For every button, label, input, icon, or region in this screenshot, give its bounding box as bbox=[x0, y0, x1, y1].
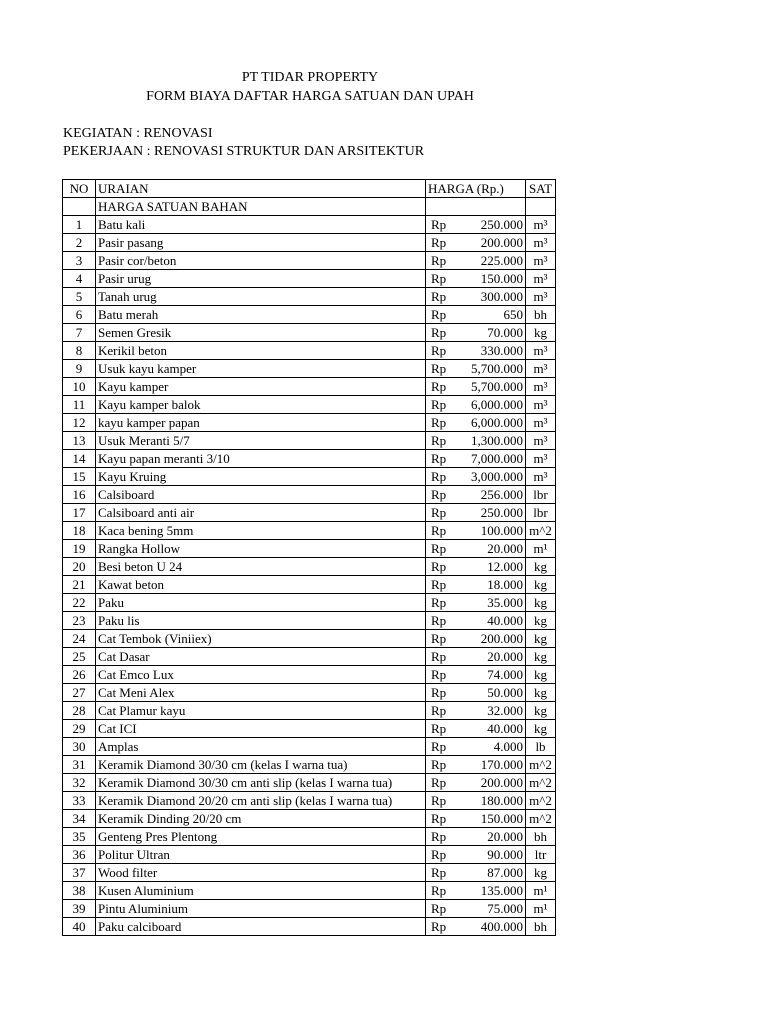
price-amount: 3,000.000 bbox=[471, 469, 523, 484]
table-row bbox=[63, 828, 556, 846]
table-row bbox=[63, 288, 556, 306]
table-row bbox=[63, 738, 556, 756]
row-no: 2 bbox=[63, 234, 96, 252]
row-harga bbox=[426, 396, 526, 414]
row-harga bbox=[426, 270, 526, 288]
row-harga bbox=[426, 324, 526, 342]
row-harga bbox=[426, 576, 526, 594]
table-row bbox=[63, 486, 556, 504]
row-uraian: Cat Dasar bbox=[96, 648, 426, 666]
table-row bbox=[63, 774, 556, 792]
price-amount: 74.000 bbox=[487, 667, 523, 682]
price-amount: 170.000 bbox=[480, 757, 523, 772]
table-row bbox=[63, 216, 556, 234]
price-amount: 35.000 bbox=[487, 595, 523, 610]
row-no: 36 bbox=[63, 846, 96, 864]
currency-label: Rp bbox=[431, 253, 447, 268]
row-harga bbox=[426, 468, 526, 486]
currency-label: Rp bbox=[431, 613, 447, 628]
row-harga bbox=[426, 792, 526, 810]
section-sat-cell bbox=[526, 198, 556, 216]
row-no: 7 bbox=[63, 324, 96, 342]
price-amount: 150.000 bbox=[480, 271, 523, 286]
row-sat: m^2 bbox=[526, 774, 556, 792]
row-harga bbox=[426, 234, 526, 252]
row-sat: kg bbox=[526, 666, 556, 684]
row-uraian: Semen Gresik bbox=[96, 324, 426, 342]
row-no: 23 bbox=[63, 612, 96, 630]
section-no-cell bbox=[63, 198, 96, 216]
price-amount: 225.000 bbox=[480, 253, 523, 268]
row-no: 31 bbox=[63, 756, 96, 774]
row-harga bbox=[426, 630, 526, 648]
row-harga bbox=[426, 216, 526, 234]
row-no: 15 bbox=[63, 468, 96, 486]
price-amount: 75.000 bbox=[487, 901, 523, 916]
table-row bbox=[63, 630, 556, 648]
row-harga bbox=[426, 684, 526, 702]
row-no: 5 bbox=[63, 288, 96, 306]
row-no: 21 bbox=[63, 576, 96, 594]
row-sat: m³ bbox=[526, 252, 556, 270]
row-no: 14 bbox=[63, 450, 96, 468]
row-no: 24 bbox=[63, 630, 96, 648]
row-no: 11 bbox=[63, 396, 96, 414]
currency-label: Rp bbox=[431, 829, 447, 844]
price-amount: 6,000.000 bbox=[471, 415, 523, 430]
price-amount: 40.000 bbox=[487, 721, 523, 736]
currency-label: Rp bbox=[431, 793, 447, 808]
row-uraian: Kayu kamper bbox=[96, 378, 426, 396]
price-amount: 1,300.000 bbox=[471, 433, 523, 448]
row-harga bbox=[426, 612, 526, 630]
currency-label: Rp bbox=[431, 721, 447, 736]
currency-label: Rp bbox=[431, 415, 447, 430]
price-amount: 87.000 bbox=[487, 865, 523, 880]
row-harga bbox=[426, 846, 526, 864]
section-harga-cell bbox=[426, 198, 526, 216]
table-row bbox=[63, 810, 556, 828]
col-header-sat: SAT bbox=[526, 180, 556, 198]
row-harga bbox=[426, 540, 526, 558]
row-sat: m¹ bbox=[526, 900, 556, 918]
company-name: PT TIDAR PROPERTY bbox=[241, 70, 379, 85]
price-amount: 150.000 bbox=[480, 811, 523, 826]
currency-label: Rp bbox=[431, 397, 447, 412]
row-uraian: kayu kamper papan bbox=[96, 414, 426, 432]
row-harga bbox=[426, 738, 526, 756]
row-uraian: Wood filter bbox=[96, 864, 426, 882]
table-row bbox=[63, 846, 556, 864]
row-no: 27 bbox=[63, 684, 96, 702]
row-sat: kg bbox=[526, 630, 556, 648]
price-amount: 250.000 bbox=[480, 217, 523, 232]
price-amount: 256.000 bbox=[480, 487, 523, 502]
row-sat: kg bbox=[526, 324, 556, 342]
row-no: 33 bbox=[63, 792, 96, 810]
row-harga bbox=[426, 594, 526, 612]
row-uraian: Pasir pasang bbox=[96, 234, 426, 252]
row-sat: m³ bbox=[526, 378, 556, 396]
table-row bbox=[63, 234, 556, 252]
currency-label: Rp bbox=[431, 685, 447, 700]
row-sat: kg bbox=[526, 594, 556, 612]
currency-label: Rp bbox=[431, 883, 447, 898]
row-harga bbox=[426, 504, 526, 522]
currency-label: Rp bbox=[431, 289, 447, 304]
row-harga bbox=[426, 864, 526, 882]
row-uraian: Kawat beton bbox=[96, 576, 426, 594]
row-harga bbox=[426, 342, 526, 360]
price-amount: 50.000 bbox=[487, 685, 523, 700]
table-row bbox=[63, 414, 556, 432]
row-harga bbox=[426, 648, 526, 666]
table-row bbox=[63, 792, 556, 810]
row-uraian: Besi beton U 24 bbox=[96, 558, 426, 576]
row-sat: m³ bbox=[526, 432, 556, 450]
row-no: 17 bbox=[63, 504, 96, 522]
price-amount: 20.000 bbox=[487, 829, 523, 844]
currency-label: Rp bbox=[431, 847, 447, 862]
price-amount: 135.000 bbox=[480, 883, 523, 898]
currency-label: Rp bbox=[431, 775, 447, 790]
row-harga bbox=[426, 828, 526, 846]
currency-label: Rp bbox=[431, 307, 447, 322]
currency-label: Rp bbox=[431, 433, 447, 448]
row-sat: lbr bbox=[526, 504, 556, 522]
currency-label: Rp bbox=[431, 469, 447, 484]
row-no: 38 bbox=[63, 882, 96, 900]
currency-label: Rp bbox=[431, 505, 447, 520]
row-harga bbox=[426, 414, 526, 432]
row-sat: kg bbox=[526, 720, 556, 738]
row-no: 37 bbox=[63, 864, 96, 882]
currency-label: Rp bbox=[431, 919, 447, 934]
row-harga bbox=[426, 558, 526, 576]
price-amount: 330.000 bbox=[480, 343, 523, 358]
row-sat: m³ bbox=[526, 450, 556, 468]
row-uraian: Calsiboard bbox=[96, 486, 426, 504]
row-harga bbox=[426, 288, 526, 306]
price-amount: 20.000 bbox=[487, 541, 523, 556]
currency-label: Rp bbox=[431, 865, 447, 880]
col-header-no: NO bbox=[63, 180, 96, 198]
row-no: 35 bbox=[63, 828, 96, 846]
row-harga bbox=[426, 918, 526, 936]
row-uraian: Batu merah bbox=[96, 306, 426, 324]
row-sat: kg bbox=[526, 612, 556, 630]
table-row bbox=[63, 450, 556, 468]
price-amount: 7,000.000 bbox=[471, 451, 523, 466]
row-harga bbox=[426, 432, 526, 450]
currency-label: Rp bbox=[431, 451, 447, 466]
table-row bbox=[63, 270, 556, 288]
row-uraian: Kayu Kruing bbox=[96, 468, 426, 486]
price-table bbox=[62, 179, 556, 936]
row-harga bbox=[426, 360, 526, 378]
row-sat: m³ bbox=[526, 288, 556, 306]
currency-label: Rp bbox=[431, 343, 447, 358]
row-no: 9 bbox=[63, 360, 96, 378]
table-row bbox=[63, 522, 556, 540]
table-row bbox=[63, 864, 556, 882]
row-harga bbox=[426, 702, 526, 720]
currency-label: Rp bbox=[431, 901, 447, 916]
row-uraian: Kerikil beton bbox=[96, 342, 426, 360]
row-harga bbox=[426, 486, 526, 504]
row-no: 28 bbox=[63, 702, 96, 720]
row-uraian: Usuk kayu kamper bbox=[96, 360, 426, 378]
currency-label: Rp bbox=[431, 523, 447, 538]
price-amount: 70.000 bbox=[487, 325, 523, 340]
table-row bbox=[63, 396, 556, 414]
price-amount: 300.000 bbox=[480, 289, 523, 304]
table-row bbox=[63, 540, 556, 558]
price-amount: 100.000 bbox=[480, 523, 523, 538]
row-sat: m³ bbox=[526, 360, 556, 378]
row-harga bbox=[426, 720, 526, 738]
row-uraian: Usuk Meranti 5/7 bbox=[96, 432, 426, 450]
table-row bbox=[63, 576, 556, 594]
row-uraian: Kusen Aluminium bbox=[96, 882, 426, 900]
row-sat: m³ bbox=[526, 216, 556, 234]
row-sat: kg bbox=[526, 558, 556, 576]
table-row bbox=[63, 378, 556, 396]
table-row bbox=[63, 432, 556, 450]
row-uraian: Calsiboard anti air bbox=[96, 504, 426, 522]
row-harga bbox=[426, 756, 526, 774]
price-amount: 250.000 bbox=[480, 505, 523, 520]
table-row bbox=[63, 360, 556, 378]
currency-label: Rp bbox=[431, 379, 447, 394]
row-sat: m¹ bbox=[526, 882, 556, 900]
table-row bbox=[63, 468, 556, 486]
row-sat: bh bbox=[526, 306, 556, 324]
row-harga bbox=[426, 882, 526, 900]
price-amount: 12.000 bbox=[487, 559, 523, 574]
row-no: 22 bbox=[63, 594, 96, 612]
row-no: 13 bbox=[63, 432, 96, 450]
row-no: 19 bbox=[63, 540, 96, 558]
row-sat: m³ bbox=[526, 468, 556, 486]
row-no: 4 bbox=[63, 270, 96, 288]
col-header-uraian: URAIAN bbox=[96, 180, 426, 198]
section-row bbox=[63, 198, 556, 216]
table-row bbox=[63, 882, 556, 900]
row-sat: m^2 bbox=[526, 756, 556, 774]
row-sat: kg bbox=[526, 576, 556, 594]
row-no: 26 bbox=[63, 666, 96, 684]
row-no: 1 bbox=[63, 216, 96, 234]
row-sat: lb bbox=[526, 738, 556, 756]
row-sat: kg bbox=[526, 864, 556, 882]
row-no: 10 bbox=[63, 378, 96, 396]
currency-label: Rp bbox=[431, 541, 447, 556]
table-row bbox=[63, 324, 556, 342]
row-uraian: Paku calciboard bbox=[96, 918, 426, 936]
row-sat: kg bbox=[526, 684, 556, 702]
row-no: 39 bbox=[63, 900, 96, 918]
row-uraian: Paku bbox=[96, 594, 426, 612]
row-sat: m^2 bbox=[526, 810, 556, 828]
currency-label: Rp bbox=[431, 811, 447, 826]
price-amount: 20.000 bbox=[487, 649, 523, 664]
row-uraian: Tanah urug bbox=[96, 288, 426, 306]
row-no: 16 bbox=[63, 486, 96, 504]
row-sat: m^2 bbox=[526, 792, 556, 810]
price-amount: 200.000 bbox=[480, 775, 523, 790]
table-row bbox=[63, 756, 556, 774]
table-row bbox=[63, 558, 556, 576]
row-sat: m³ bbox=[526, 396, 556, 414]
row-no: 32 bbox=[63, 774, 96, 792]
row-no: 6 bbox=[63, 306, 96, 324]
row-harga bbox=[426, 252, 526, 270]
row-uraian: Genteng Pres Plentong bbox=[96, 828, 426, 846]
row-uraian: Amplas bbox=[96, 738, 426, 756]
table-row bbox=[63, 702, 556, 720]
row-uraian: Cat Emco Lux bbox=[96, 666, 426, 684]
row-no: 18 bbox=[63, 522, 96, 540]
table-row bbox=[63, 720, 556, 738]
row-sat: bh bbox=[526, 918, 556, 936]
price-amount: 200.000 bbox=[480, 631, 523, 646]
row-no: 3 bbox=[63, 252, 96, 270]
table-header-row bbox=[63, 180, 556, 198]
row-no: 12 bbox=[63, 414, 96, 432]
row-harga bbox=[426, 810, 526, 828]
row-sat: m³ bbox=[526, 414, 556, 432]
row-uraian: Kayu kamper balok bbox=[96, 396, 426, 414]
currency-label: Rp bbox=[431, 667, 447, 682]
price-table-body bbox=[63, 180, 556, 936]
row-uraian: Pasir cor/beton bbox=[96, 252, 426, 270]
row-no: 25 bbox=[63, 648, 96, 666]
row-no: 30 bbox=[63, 738, 96, 756]
row-sat: m³ bbox=[526, 342, 556, 360]
row-sat: m³ bbox=[526, 270, 556, 288]
row-uraian: Keramik Diamond 20/20 cm anti slip (kelas I warna tua) bbox=[96, 792, 426, 810]
row-no: 8 bbox=[63, 342, 96, 360]
row-uraian: Cat Tembok (Viniiex) bbox=[96, 630, 426, 648]
row-uraian: Keramik Dinding 20/20 cm bbox=[96, 810, 426, 828]
currency-label: Rp bbox=[431, 271, 447, 286]
row-sat: bh bbox=[526, 828, 556, 846]
row-uraian: Kayu papan meranti 3/10 bbox=[96, 450, 426, 468]
price-amount: 18.000 bbox=[487, 577, 523, 592]
kegiatan-line: KEGIATAN : RENOVASI bbox=[63, 126, 213, 141]
row-harga bbox=[426, 378, 526, 396]
row-uraian: Batu kali bbox=[96, 216, 426, 234]
price-amount: 200.000 bbox=[480, 235, 523, 250]
table-row bbox=[63, 666, 556, 684]
currency-label: Rp bbox=[431, 559, 447, 574]
row-sat: m³ bbox=[526, 234, 556, 252]
row-harga bbox=[426, 900, 526, 918]
row-uraian: Rangka Hollow bbox=[96, 540, 426, 558]
table-row bbox=[63, 648, 556, 666]
table-row bbox=[63, 594, 556, 612]
currency-label: Rp bbox=[431, 649, 447, 664]
row-uraian: Cat ICI bbox=[96, 720, 426, 738]
row-harga bbox=[426, 522, 526, 540]
table-row bbox=[63, 306, 556, 324]
row-sat: m^2 bbox=[526, 522, 556, 540]
row-uraian: Pasir urug bbox=[96, 270, 426, 288]
row-harga bbox=[426, 774, 526, 792]
row-uraian: Paku lis bbox=[96, 612, 426, 630]
table-row bbox=[63, 900, 556, 918]
row-sat: kg bbox=[526, 648, 556, 666]
currency-label: Rp bbox=[431, 361, 447, 376]
section-label: HARGA SATUAN BAHAN bbox=[96, 198, 426, 216]
row-uraian: Pintu Aluminium bbox=[96, 900, 426, 918]
price-amount: 32.000 bbox=[487, 703, 523, 718]
currency-label: Rp bbox=[431, 739, 447, 754]
table-row bbox=[63, 612, 556, 630]
currency-label: Rp bbox=[431, 595, 447, 610]
row-uraian: Cat Plamur kayu bbox=[96, 702, 426, 720]
price-amount: 400.000 bbox=[480, 919, 523, 934]
row-no: 20 bbox=[63, 558, 96, 576]
currency-label: Rp bbox=[431, 487, 447, 502]
row-no: 29 bbox=[63, 720, 96, 738]
row-uraian: Politur Ultran bbox=[96, 846, 426, 864]
price-amount: 6,000.000 bbox=[471, 397, 523, 412]
price-amount: 90.000 bbox=[487, 847, 523, 862]
row-no: 40 bbox=[63, 918, 96, 936]
currency-label: Rp bbox=[431, 325, 447, 340]
price-amount: 650 bbox=[503, 307, 523, 322]
form-title: FORM BIAYA DAFTAR HARGA SATUAN DAN UPAH bbox=[146, 89, 474, 104]
currency-label: Rp bbox=[431, 235, 447, 250]
table-row bbox=[63, 252, 556, 270]
row-harga bbox=[426, 666, 526, 684]
table-row bbox=[63, 504, 556, 522]
row-harga bbox=[426, 450, 526, 468]
col-header-harga: HARGA (Rp.) bbox=[426, 180, 526, 198]
pekerjaan-line: PEKERJAAN : RENOVASI STRUKTUR DAN ARSITEKTUR bbox=[63, 144, 425, 159]
table-row bbox=[63, 684, 556, 702]
row-uraian: Keramik Diamond 30/30 cm (kelas I warna tua) bbox=[96, 756, 426, 774]
currency-label: Rp bbox=[431, 757, 447, 772]
table-row bbox=[63, 918, 556, 936]
row-uraian: Keramik Diamond 30/30 cm anti slip (kelas I warna tua) bbox=[96, 774, 426, 792]
row-uraian: Cat Meni Alex bbox=[96, 684, 426, 702]
row-sat: m¹ bbox=[526, 540, 556, 558]
price-amount: 5,700.000 bbox=[471, 379, 523, 394]
table-row bbox=[63, 342, 556, 360]
price-amount: 4.000 bbox=[493, 739, 523, 754]
price-amount: 180.000 bbox=[480, 793, 523, 808]
price-amount: 5,700.000 bbox=[471, 361, 523, 376]
row-uraian: Kaca bening 5mm bbox=[96, 522, 426, 540]
currency-label: Rp bbox=[431, 217, 447, 232]
price-amount: 40.000 bbox=[487, 613, 523, 628]
currency-label: Rp bbox=[431, 577, 447, 592]
row-no: 34 bbox=[63, 810, 96, 828]
currency-label: Rp bbox=[431, 703, 447, 718]
row-harga bbox=[426, 306, 526, 324]
row-sat: kg bbox=[526, 702, 556, 720]
row-sat: lbr bbox=[526, 486, 556, 504]
row-sat: ltr bbox=[526, 846, 556, 864]
currency-label: Rp bbox=[431, 631, 447, 646]
